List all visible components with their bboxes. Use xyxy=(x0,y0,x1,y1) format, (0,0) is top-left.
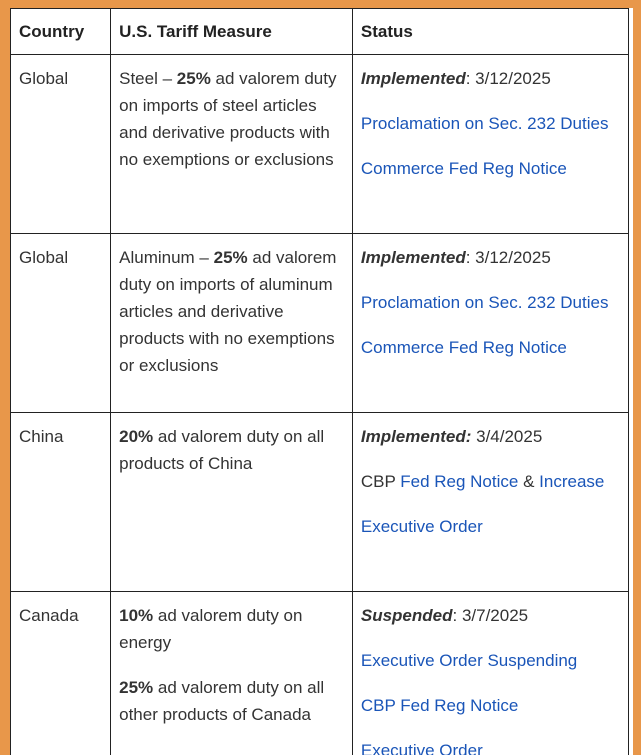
status-date: 3/12/2025 xyxy=(475,248,551,267)
status-line xyxy=(361,602,620,629)
measure-rate: 25% xyxy=(213,248,248,267)
measure-line xyxy=(119,602,344,656)
status-label: Suspended xyxy=(360,606,453,625)
measure-cell xyxy=(111,55,353,234)
measure-cell xyxy=(111,413,353,592)
measure-prefix: Steel – xyxy=(119,69,177,88)
header-country: Country xyxy=(11,9,111,55)
status-label: Implemented: xyxy=(360,427,472,446)
measure-text: ad valorem duty on imports of aluminum articles and derivative products with no exemptions or exclusions xyxy=(119,248,337,375)
status-label: Implemented xyxy=(360,69,466,88)
measure-cell xyxy=(111,234,353,413)
commerce-fed-reg-link[interactable]: Commerce Fed Reg Notice xyxy=(360,159,567,178)
measure-text: ad valorem duty on all other products of Canada xyxy=(119,678,325,724)
measure-rate: 25% xyxy=(176,69,211,88)
status-line xyxy=(361,65,620,92)
tariff-table xyxy=(10,8,629,755)
table-row xyxy=(11,234,629,413)
status-line xyxy=(361,244,620,271)
table-row xyxy=(11,55,629,234)
measure-text: ad valorem duty on energy xyxy=(119,606,303,652)
executive-order-link[interactable]: Executive Order xyxy=(360,741,483,755)
status-date: 3/4/2025 xyxy=(476,427,543,446)
status-separator: : xyxy=(465,69,476,88)
status-date: 3/12/2025 xyxy=(475,69,551,88)
status-cell xyxy=(352,592,628,755)
measure-rate: 20% xyxy=(119,427,154,446)
header-status: Status xyxy=(352,9,628,55)
executive-order-suspending-link[interactable]: Executive Order Suspending xyxy=(360,651,578,670)
status-separator: : xyxy=(465,248,476,267)
country-cell: Global xyxy=(11,55,111,234)
measure-prefix: Aluminum – xyxy=(119,248,214,267)
increase-link[interactable]: Increase xyxy=(539,472,605,491)
status-cell xyxy=(352,413,628,592)
table-container xyxy=(10,8,633,755)
executive-order-link[interactable]: Executive Order xyxy=(360,517,483,536)
country-cell: Global xyxy=(11,234,111,413)
measure-rate: 25% xyxy=(119,678,154,697)
proclamation-link[interactable]: Proclamation on Sec. 232 Duties xyxy=(360,293,609,312)
fed-reg-notice-link[interactable]: Fed Reg Notice xyxy=(400,472,519,491)
table-row xyxy=(11,413,629,592)
ampersand: & xyxy=(518,472,540,491)
cbp-fed-reg-link[interactable]: CBP Fed Reg Notice xyxy=(360,696,519,715)
measure-text: ad valorem duty on all products of China xyxy=(119,427,325,473)
measure-line xyxy=(119,674,344,728)
proclamation-link[interactable]: Proclamation on Sec. 232 Duties xyxy=(360,114,609,133)
status-cell xyxy=(352,234,628,413)
header-measure: U.S. Tariff Measure xyxy=(111,9,353,55)
table-header-row xyxy=(11,9,629,55)
status-label: Implemented xyxy=(360,248,466,267)
status-separator: : xyxy=(452,606,462,625)
status-line xyxy=(361,423,620,450)
cbp-prefix: CBP xyxy=(360,472,401,491)
measure-rate: 10% xyxy=(119,606,154,625)
country-cell: Canada xyxy=(11,592,111,755)
country-cell: China xyxy=(11,413,111,592)
status-cell xyxy=(352,55,628,234)
measure-text: ad valorem duty on imports of steel articles and derivative products with no exemptions or exclusions xyxy=(119,69,337,169)
cbp-line xyxy=(361,468,620,495)
commerce-fed-reg-link[interactable]: Commerce Fed Reg Notice xyxy=(360,338,567,357)
table-row xyxy=(11,592,629,755)
measure-cell xyxy=(111,592,353,755)
status-date: 3/7/2025 xyxy=(461,606,529,625)
